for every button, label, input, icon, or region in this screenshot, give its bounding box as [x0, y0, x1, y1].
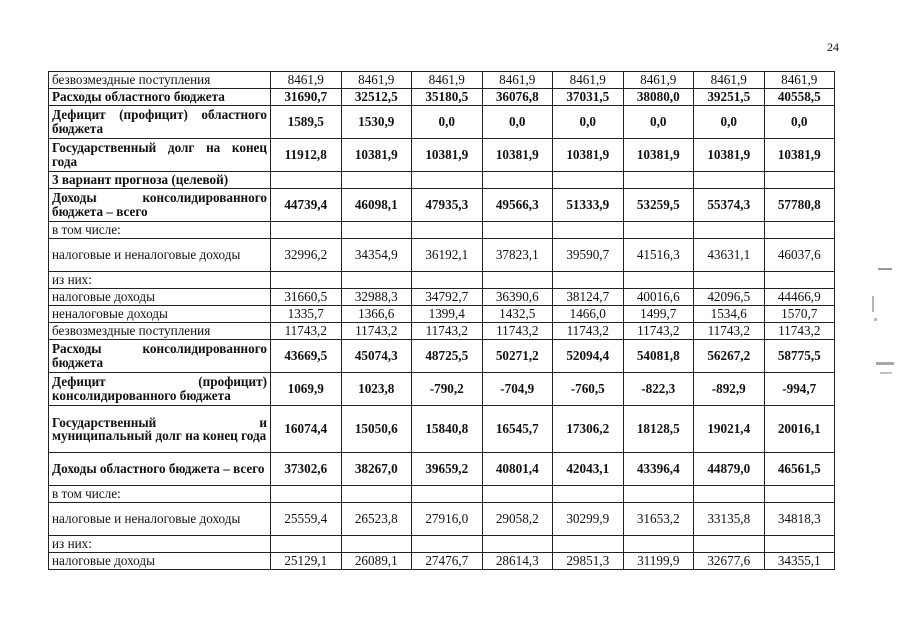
page-number: 24 [827, 40, 839, 54]
row-label: налоговые доходы [49, 553, 271, 570]
value-cell: 34354,9 [341, 239, 412, 272]
value-cell: 49566,3 [482, 189, 553, 222]
value-cell: 36390,6 [482, 289, 553, 306]
value-cell: 0,0 [553, 106, 624, 139]
row-label: из них: [49, 272, 271, 289]
value-cell [412, 172, 483, 189]
value-cell: 36192,1 [412, 239, 483, 272]
value-cell: 0,0 [623, 106, 694, 139]
value-cell: -704,9 [482, 373, 553, 406]
value-cell: -892,9 [694, 373, 765, 406]
value-cell: 11743,2 [623, 323, 694, 340]
value-cell: -822,3 [623, 373, 694, 406]
table-body [49, 72, 835, 570]
table-row [49, 189, 835, 222]
value-cell [764, 536, 835, 553]
value-cell [764, 486, 835, 503]
table-row [49, 139, 835, 172]
value-cell [341, 272, 412, 289]
value-cell: 34792,7 [412, 289, 483, 306]
table-row [49, 406, 835, 453]
value-cell: 1432,5 [482, 306, 553, 323]
value-cell: 8461,9 [412, 72, 483, 89]
row-label: Государственный и муниципальный долг на конец года [49, 406, 271, 453]
value-cell: 42043,1 [553, 453, 624, 486]
table-row [49, 222, 835, 239]
table-row [49, 306, 835, 323]
budget-forecast-table [48, 71, 835, 570]
value-cell [271, 536, 342, 553]
row-label: Дефицит (профицит) консолидированного бюджета [49, 373, 271, 406]
value-cell [341, 536, 412, 553]
budget-forecast-table-wrap [48, 71, 835, 570]
table-row [49, 323, 835, 340]
value-cell: 56267,2 [694, 340, 765, 373]
value-cell [553, 486, 624, 503]
value-cell: -994,7 [764, 373, 835, 406]
value-cell: 10381,9 [341, 139, 412, 172]
row-label: налоговые и неналоговые доходы [49, 239, 271, 272]
value-cell: 34355,1 [764, 553, 835, 570]
table-row [49, 340, 835, 373]
value-cell: 11743,2 [482, 323, 553, 340]
value-cell [412, 222, 483, 239]
value-cell: 31690,7 [271, 89, 342, 106]
value-cell [482, 222, 553, 239]
value-cell: 43631,1 [694, 239, 765, 272]
value-cell: 55374,3 [694, 189, 765, 222]
value-cell: 44466,9 [764, 289, 835, 306]
value-cell: 30299,9 [553, 503, 624, 536]
value-cell: 40558,5 [764, 89, 835, 106]
value-cell: 32988,3 [341, 289, 412, 306]
value-cell: 42096,5 [694, 289, 765, 306]
value-cell [412, 272, 483, 289]
value-cell: -790,2 [412, 373, 483, 406]
table-row [49, 89, 835, 106]
row-label: безвозмездные поступления [49, 323, 271, 340]
table-row [49, 106, 835, 139]
value-cell: 26089,1 [341, 553, 412, 570]
value-cell: 39251,5 [694, 89, 765, 106]
value-cell [341, 486, 412, 503]
value-cell: 43669,5 [271, 340, 342, 373]
value-cell: 11743,2 [412, 323, 483, 340]
table-row [49, 72, 835, 89]
value-cell: 32677,6 [694, 553, 765, 570]
value-cell [764, 222, 835, 239]
value-cell: 45074,3 [341, 340, 412, 373]
row-label: Расходы консолидированного бюджета [49, 340, 271, 373]
value-cell: 1366,6 [341, 306, 412, 323]
scan-artifact [880, 372, 892, 374]
value-cell [271, 486, 342, 503]
value-cell: 8461,9 [482, 72, 553, 89]
value-cell: 52094,4 [553, 340, 624, 373]
value-cell [694, 486, 765, 503]
value-cell: 36076,8 [482, 89, 553, 106]
row-label: Дефицит (профицит) областного бюджета [49, 106, 271, 139]
value-cell [623, 222, 694, 239]
value-cell: 11743,2 [271, 323, 342, 340]
value-cell: 10381,9 [623, 139, 694, 172]
value-cell: 8461,9 [694, 72, 765, 89]
value-cell: 10381,9 [694, 139, 765, 172]
value-cell: 15840,8 [412, 406, 483, 453]
value-cell: 10381,9 [553, 139, 624, 172]
value-cell: 29851,3 [553, 553, 624, 570]
value-cell [271, 222, 342, 239]
value-cell: 34818,3 [764, 503, 835, 536]
row-label: 3 вариант прогноза (целевой) [49, 172, 271, 189]
value-cell [271, 172, 342, 189]
value-cell: 57780,8 [764, 189, 835, 222]
value-cell: 0,0 [482, 106, 553, 139]
value-cell: 8461,9 [553, 72, 624, 89]
table-row [49, 289, 835, 306]
value-cell: 41516,3 [623, 239, 694, 272]
value-cell [764, 272, 835, 289]
value-cell: 31199,9 [623, 553, 694, 570]
value-cell [623, 172, 694, 189]
value-cell [764, 172, 835, 189]
value-cell: 1023,8 [341, 373, 412, 406]
value-cell: 18128,5 [623, 406, 694, 453]
value-cell: 47935,3 [412, 189, 483, 222]
row-label: Государственный долг на конец года [49, 139, 271, 172]
value-cell: 25559,4 [271, 503, 342, 536]
value-cell: 37302,6 [271, 453, 342, 486]
value-cell: 8461,9 [623, 72, 694, 89]
table-row [49, 536, 835, 553]
value-cell [623, 536, 694, 553]
value-cell [553, 272, 624, 289]
value-cell: 25129,1 [271, 553, 342, 570]
value-cell: 20016,1 [764, 406, 835, 453]
value-cell: 53259,5 [623, 189, 694, 222]
table-row [49, 239, 835, 272]
scan-artifact [878, 268, 892, 270]
value-cell [412, 536, 483, 553]
value-cell: 35180,5 [412, 89, 483, 106]
table-row [49, 373, 835, 406]
value-cell [694, 172, 765, 189]
value-cell: 11912,8 [271, 139, 342, 172]
value-cell: 29058,2 [482, 503, 553, 536]
row-label: Доходы областного бюджета – всего [49, 453, 271, 486]
value-cell [341, 172, 412, 189]
row-label: налоговые и неналоговые доходы [49, 503, 271, 536]
value-cell: 27916,0 [412, 503, 483, 536]
value-cell [694, 222, 765, 239]
value-cell: 0,0 [764, 106, 835, 139]
value-cell: 1530,9 [341, 106, 412, 139]
value-cell: 15050,6 [341, 406, 412, 453]
value-cell [694, 536, 765, 553]
value-cell: 46037,6 [764, 239, 835, 272]
value-cell: 11743,2 [341, 323, 412, 340]
table-row [49, 503, 835, 536]
value-cell: 11743,2 [553, 323, 624, 340]
value-cell: 40016,6 [623, 289, 694, 306]
row-label: безвозмездные поступления [49, 72, 271, 89]
value-cell: 44879,0 [694, 453, 765, 486]
value-cell [482, 272, 553, 289]
value-cell: 17306,2 [553, 406, 624, 453]
value-cell: 32512,5 [341, 89, 412, 106]
table-row [49, 486, 835, 503]
scan-artifact [874, 318, 877, 321]
value-cell: 8461,9 [764, 72, 835, 89]
value-cell: 37031,5 [553, 89, 624, 106]
value-cell: 26523,8 [341, 503, 412, 536]
value-cell: 10381,9 [412, 139, 483, 172]
value-cell [482, 536, 553, 553]
row-label: в том числе: [49, 486, 271, 503]
value-cell [271, 272, 342, 289]
value-cell [553, 172, 624, 189]
row-label: Расходы областного бюджета [49, 89, 271, 106]
value-cell: 48725,5 [412, 340, 483, 373]
value-cell: 1466,0 [553, 306, 624, 323]
value-cell [553, 536, 624, 553]
value-cell: 1069,9 [271, 373, 342, 406]
value-cell: 0,0 [694, 106, 765, 139]
value-cell: 1335,7 [271, 306, 342, 323]
value-cell: -760,5 [553, 373, 624, 406]
value-cell: 1534,6 [694, 306, 765, 323]
row-label: из них: [49, 536, 271, 553]
value-cell: 10381,9 [764, 139, 835, 172]
table-row [49, 272, 835, 289]
value-cell: 0,0 [412, 106, 483, 139]
value-cell: 54081,8 [623, 340, 694, 373]
value-cell [694, 272, 765, 289]
value-cell: 1589,5 [271, 106, 342, 139]
value-cell: 1399,4 [412, 306, 483, 323]
value-cell [341, 222, 412, 239]
value-cell [623, 272, 694, 289]
value-cell: 51333,9 [553, 189, 624, 222]
value-cell: 50271,2 [482, 340, 553, 373]
row-label: налоговые доходы [49, 289, 271, 306]
value-cell: 39659,2 [412, 453, 483, 486]
value-cell: 16545,7 [482, 406, 553, 453]
scan-artifact [872, 296, 874, 312]
value-cell: 38124,7 [553, 289, 624, 306]
value-cell: 11743,2 [764, 323, 835, 340]
value-cell: 31660,5 [271, 289, 342, 306]
value-cell: 38267,0 [341, 453, 412, 486]
row-label: Доходы консолидированного бюджета – всего [49, 189, 271, 222]
value-cell: 58775,5 [764, 340, 835, 373]
value-cell: 38080,0 [623, 89, 694, 106]
value-cell: 11743,2 [694, 323, 765, 340]
value-cell: 40801,4 [482, 453, 553, 486]
value-cell: 46561,5 [764, 453, 835, 486]
value-cell: 16074,4 [271, 406, 342, 453]
value-cell: 8461,9 [341, 72, 412, 89]
table-row [49, 553, 835, 570]
value-cell [482, 486, 553, 503]
table-row [49, 172, 835, 189]
value-cell: 39590,7 [553, 239, 624, 272]
value-cell [623, 486, 694, 503]
scan-artifact [876, 362, 894, 365]
value-cell: 1570,7 [764, 306, 835, 323]
value-cell: 33135,8 [694, 503, 765, 536]
value-cell: 32996,2 [271, 239, 342, 272]
value-cell: 31653,2 [623, 503, 694, 536]
value-cell: 1499,7 [623, 306, 694, 323]
value-cell: 10381,9 [482, 139, 553, 172]
value-cell: 19021,4 [694, 406, 765, 453]
table-row [49, 453, 835, 486]
row-label: неналоговые доходы [49, 306, 271, 323]
value-cell: 44739,4 [271, 189, 342, 222]
value-cell: 28614,3 [482, 553, 553, 570]
value-cell: 8461,9 [271, 72, 342, 89]
row-label: в том числе: [49, 222, 271, 239]
value-cell: 27476,7 [412, 553, 483, 570]
value-cell [482, 172, 553, 189]
value-cell: 37823,1 [482, 239, 553, 272]
value-cell: 43396,4 [623, 453, 694, 486]
value-cell [553, 222, 624, 239]
value-cell: 46098,1 [341, 189, 412, 222]
value-cell [412, 486, 483, 503]
